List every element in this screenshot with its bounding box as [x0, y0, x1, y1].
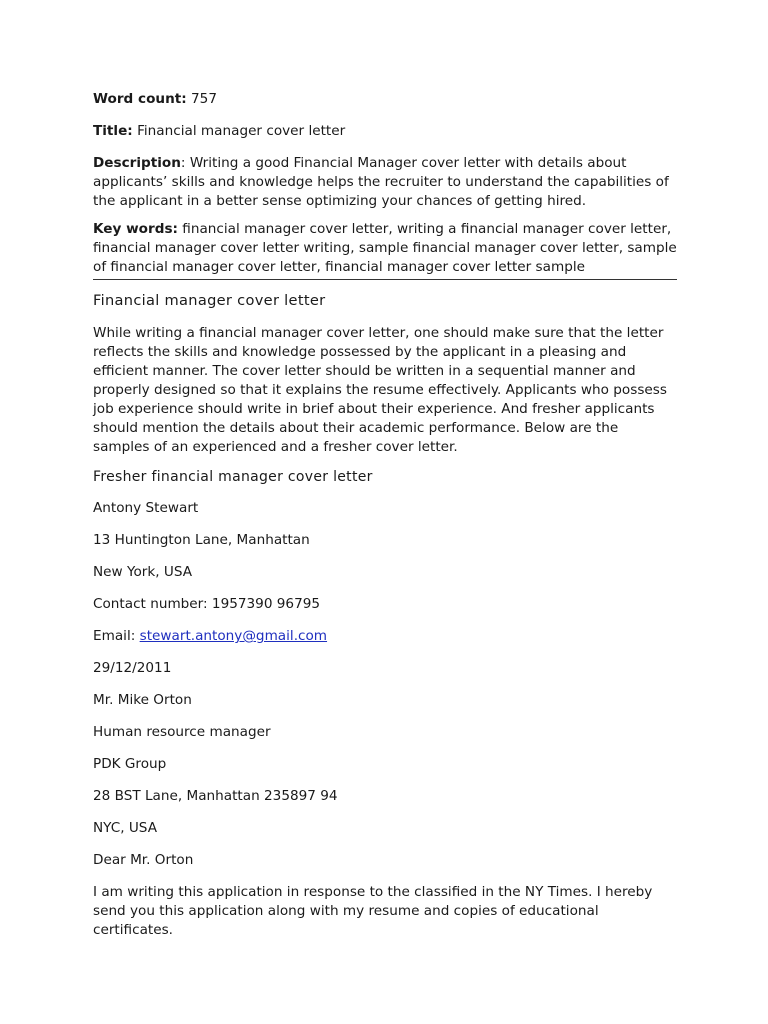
sender-contact: Contact number: 1957390 96795 — [93, 596, 321, 612]
keywords-line — [93, 220, 677, 277]
recipient-title: Human resource manager — [93, 724, 271, 740]
letter-date: 29/12/2011 — [93, 660, 172, 676]
sender-city: New York, USA — [93, 564, 193, 580]
letter-heading: Fresher financial manager cover letter — [93, 469, 373, 485]
title-value: Financial manager cover letter — [137, 123, 346, 139]
sender-name: Antony Stewart — [93, 500, 199, 516]
recipient-street: 28 BST Lane, Manhattan 235897 94 — [93, 788, 338, 804]
description-line — [93, 154, 677, 211]
keywords-value: financial manager cover letter, writing a financial manager cover letter, financial manager cover letter writing, sample financial manager cover letter, sample of financial manager cover letter, financial manager cover letter sample — [93, 221, 677, 275]
sender-email-line — [93, 627, 677, 646]
word-count-label: Word count: — [93, 91, 187, 107]
sender-street: 13 Huntington Lane, Manhattan — [93, 532, 310, 548]
description-value: : Writing a good Financial Manager cover letter with details about applicants’ skills and knowledge helps the recruiter to understand the capabilities of the applicant in a better sense optimizing your chances of getting hired. — [93, 155, 669, 209]
letter-body-paragraph: I am writing this application in response to the classified in the NY Times. I hereby send you this application along with my resume and copies of educational certificates. — [93, 884, 653, 938]
salutation: Dear Mr. Orton — [93, 852, 194, 868]
document-page — [93, 90, 677, 950]
section-heading: Financial manager cover letter — [93, 292, 326, 309]
title-label: Title: — [93, 123, 133, 139]
keywords-label: Key words: — [93, 221, 178, 237]
separator-rule — [93, 279, 677, 280]
intro-paragraph: While writing a financial manager cover letter, one should make sure that the letter reflects the skills and knowledge possessed by the applicant in a pleasing and efficient manner. The cover letter should be written in a sequential manner and properly designed so that it explains the resume effectively. Applicants who possess job experience should write in brief about their experience. And fresher applicants should mention the details about their academic performance. Below are the samples of an experienced and a fresher cover letter. — [93, 325, 667, 455]
word-count-line — [93, 90, 677, 109]
email-link[interactable]: stewart.antony@gmail.com — [139, 628, 328, 644]
word-count-value: 757 — [191, 91, 217, 107]
description-label: Description — [93, 155, 181, 171]
recipient-city: NYC, USA — [93, 820, 157, 836]
recipient-name: Mr. Mike Orton — [93, 692, 192, 708]
email-label: Email: — [93, 628, 140, 644]
title-line — [93, 122, 677, 141]
recipient-company: PDK Group — [93, 756, 167, 772]
